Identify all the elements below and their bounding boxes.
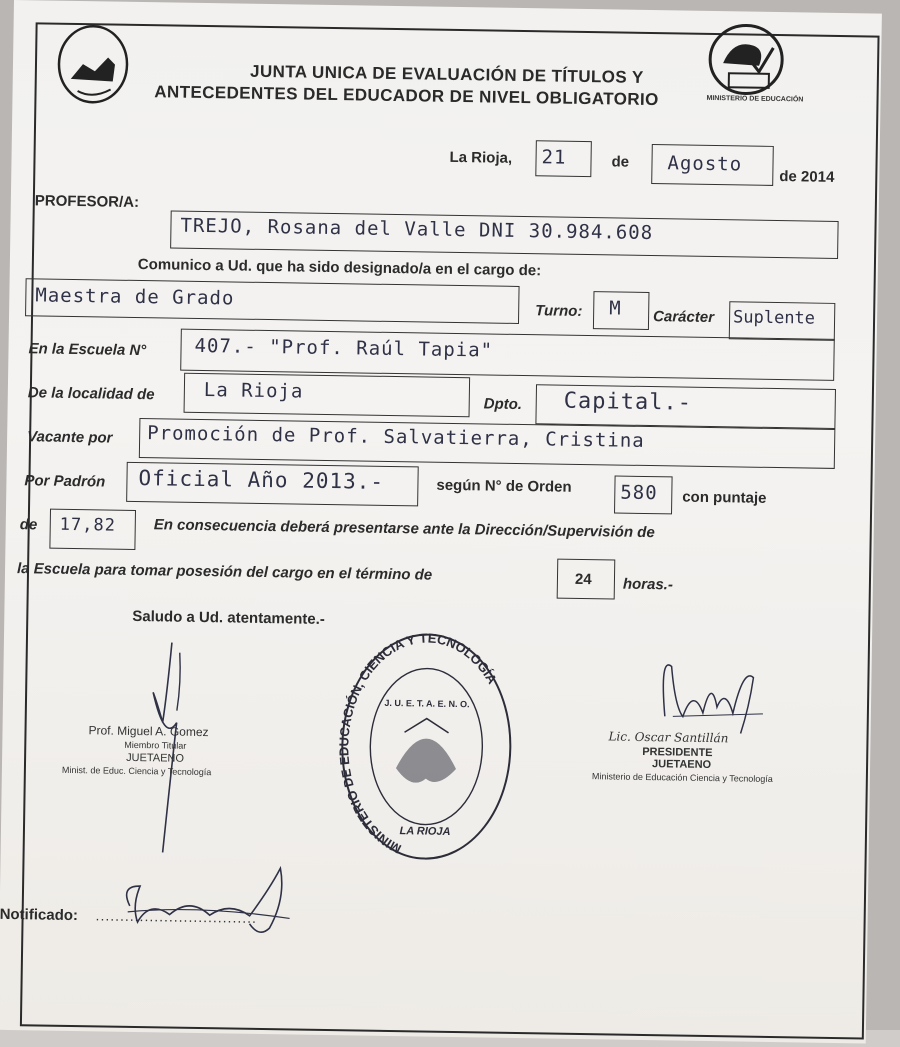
left-signer-name: Prof. Miguel A. Gomez	[88, 723, 209, 740]
official-stamp	[336, 627, 516, 870]
padron-label: Por Padrón	[24, 472, 106, 491]
plazo-text: la Escuela para tomar posesión del cargo en el término de	[16, 560, 433, 584]
turno-value: M	[609, 297, 622, 320]
orden-label: según N° de Orden	[436, 476, 572, 496]
ministry-logo-caption: MINISTERIO DE EDUCACIÓN	[706, 94, 804, 104]
notificado-dots: .................................	[95, 907, 258, 926]
profesor-label: PROFESOR/A:	[34, 192, 140, 211]
left-signer-ministry: Minist. de Educ. Ciencia y Tecnología	[61, 764, 212, 778]
left-signer-role: Miembro Titular	[124, 739, 187, 751]
right-signer-ministry: Ministerio de Educación Ciencia y Tecnología	[591, 771, 773, 785]
document-title-line2: ANTECEDENTES DEL EDUCADOR DE NIVEL OBLIGATORIO	[154, 82, 659, 110]
escuela-label: En la Escuela N°	[28, 340, 147, 360]
consecuencia-text: En consecuencia deberá presentarse ante la Dirección/Supervisión de	[153, 516, 655, 542]
cargo-value: Maestra de Grado	[35, 284, 235, 310]
month-de-label: de	[611, 153, 630, 171]
comunico-text: Comunico a Ud. que ha sido designado/a en el cargo de:	[137, 255, 542, 280]
left-signer-org: JUETAENO	[126, 751, 185, 765]
puntaje-value: 17,82	[59, 514, 117, 536]
place-label: La Rioja,	[449, 148, 513, 167]
caracter-label: Carácter	[652, 308, 715, 327]
right-signer-org: JUETAENO	[651, 758, 712, 772]
dpto-value: Capital.-	[563, 388, 693, 416]
escuela-value: 407.- "Prof. Raúl Tapia"	[194, 334, 494, 362]
padron-value: Oficial Año 2013.-	[138, 466, 385, 494]
day-value: 21	[541, 146, 567, 169]
dpto-label: Dpto.	[483, 395, 523, 414]
right-signer-name: Lic. Oscar Santillán	[608, 729, 729, 746]
month-value: Agosto	[667, 152, 743, 176]
hours-label: horas.-	[622, 575, 674, 594]
stamp-ring-text: MINISTERIO DE EDUCACIÓN, CIENCIA Y TECNOLOGÍA	[336, 630, 501, 857]
closing-text: Saludo a Ud. atentamente.-	[132, 607, 325, 628]
right-signer-role: PRESIDENTE	[642, 745, 713, 760]
turno-label: Turno:	[535, 302, 583, 320]
orden-value: 580	[620, 481, 658, 505]
year-label: de 2014	[779, 168, 835, 186]
puntaje-label: con puntaje	[682, 488, 767, 507]
notificado-label: Notificado:	[0, 905, 79, 925]
stamp-bottom-text: LA RIOJA	[399, 825, 451, 838]
vacante-label: Vacante por	[27, 428, 113, 447]
profesor-value: TREJO, Rosana del Valle DNI 30.984.608	[180, 214, 654, 245]
document-title-line1: JUNTA UNICA DE EVALUACIÓN DE TÍTULOS Y	[249, 61, 644, 87]
localidad-label: De la localidad de	[27, 384, 155, 404]
stamp-center-text: J. U. E. T. A. E. N. O.	[384, 697, 470, 710]
puntaje-de-label: de	[19, 516, 38, 534]
caracter-value: Suplente	[732, 307, 816, 329]
localidad-value: La Rioja	[203, 379, 304, 403]
vacante-value: Promoción de Prof. Salvatierra, Cristina	[147, 422, 645, 452]
notificado-signature-icon	[109, 856, 310, 949]
hours-value: 24	[574, 570, 592, 589]
